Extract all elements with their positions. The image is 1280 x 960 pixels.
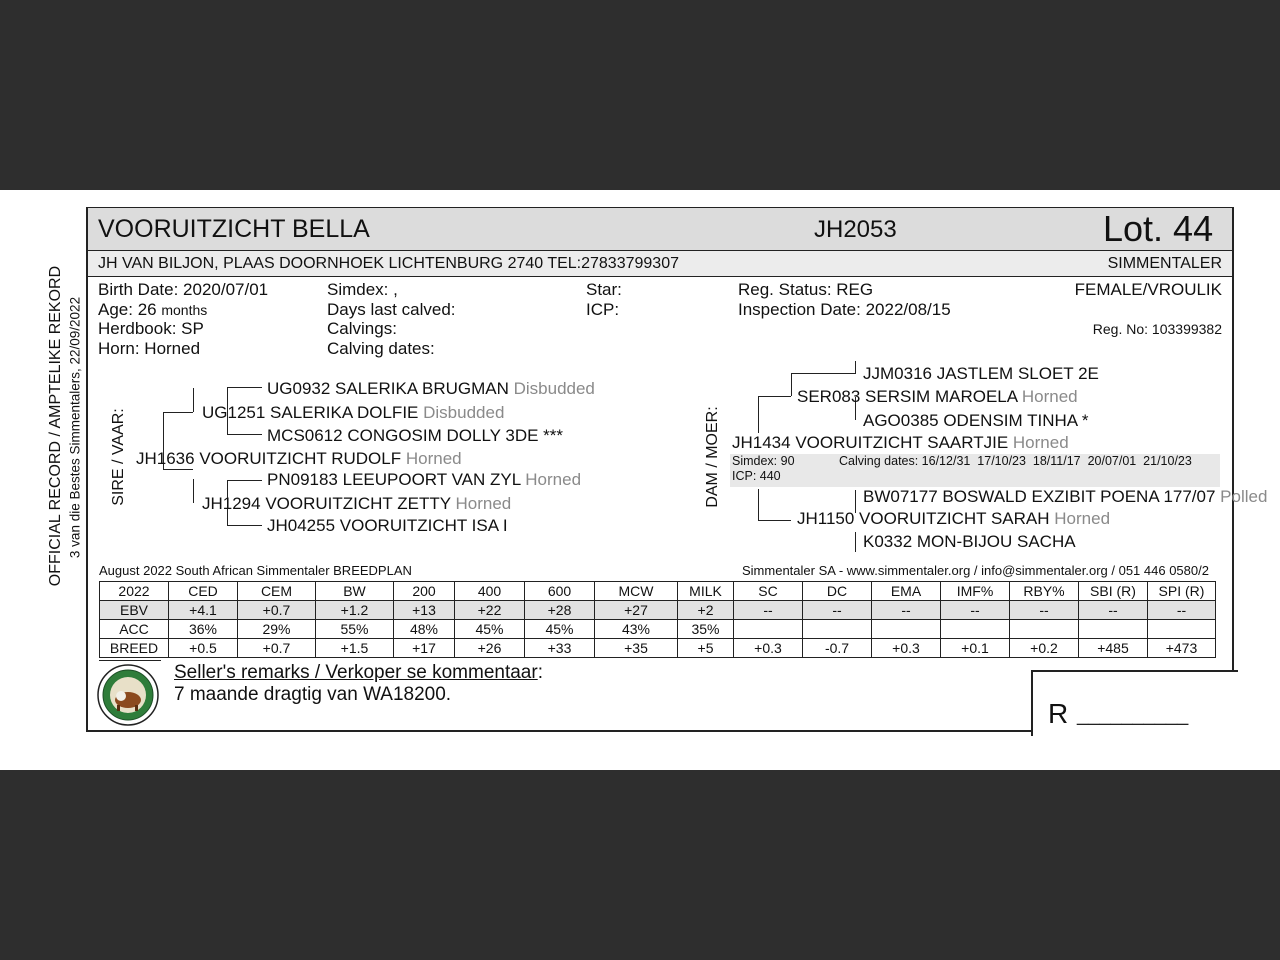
table-cell: +13 [394,601,455,620]
simdex: Simdex: , [327,280,398,299]
simmentaler-logo [97,664,159,726]
sale-date-label: 3 van die Bestes Simmentalers, 22/09/2022 [67,296,83,559]
dam-calving-dates: Calving dates: 16/12/31 17/10/23 18/11/17 20/07/01 21/10/23 [839,454,1192,468]
remarks-text: 7 maande dragtig van WA18200. [174,684,452,705]
table-header-cell: SPI (R) [1148,582,1216,601]
table-cell [734,620,803,639]
pedigree-horn: Horned [1012,433,1069,452]
sire [136,449,462,469]
pedigree-name: JH1294 VOORUITZICHT ZETTY [202,494,451,513]
table-header-cell: MCW [595,582,678,601]
breedplan-caption: August 2022 South African Simmentaler BREEDPLAN [99,563,412,578]
herdbook: Herdbook: SP [98,319,204,338]
pedigree-line [227,434,262,435]
pedigree-line [193,479,194,503]
table-header-cell: BW [316,582,394,601]
star: Star: [586,280,622,299]
table-header-cell: DC [803,582,872,601]
horn-status: Horn: Horned [98,339,201,358]
table-cell: 45% [455,620,525,639]
pedigree-name: PN09183 LEEUPOORT VAN ZYL [267,470,521,489]
pedigree-line [758,520,791,521]
table-cell: +22 [455,601,525,620]
table-cell: EBV [100,601,169,620]
table-header-cell: 200 [394,582,455,601]
days-last-calved: Days last calved: [327,300,456,319]
pedigree-line [227,525,262,526]
age-value: Age: 26 [98,300,157,319]
table-cell: -- [1148,601,1216,620]
pedigree-line [163,469,193,470]
pedigree-line [193,388,194,412]
dam-sire-sire [863,364,1099,384]
remarks-title [174,662,543,684]
sire-sire-dam [267,426,563,446]
table-cell: -- [1010,601,1079,620]
table-cell: +26 [455,639,525,658]
pedigree-name: AGO0385 ODENSIM TINHA * [863,411,1089,430]
table-cell: -- [872,601,941,620]
owner-details: JH VAN BILJON, PLAAS DOORNHOEK LICHTENBURG 2740 TEL:27833799307 [98,255,679,272]
table-cell: +0.7 [238,601,316,620]
table-cell: +0.3 [872,639,941,658]
pedigree-name: UG1251 SALERIKA DOLFIE [202,403,419,422]
price-currency: R [1048,698,1069,729]
breedplan-contact: Simmentaler SA - www.simmentaler.org / info@simmentaler.org / 051 446 0580/2 [742,563,1209,578]
animal-id: JH2053 [814,216,897,243]
acc-row [100,620,1216,639]
table-cell: 55% [316,620,394,639]
pedigree-line [227,480,262,481]
age-unit: months [161,302,208,318]
table-header-cell: 2022 [100,582,169,601]
pedigree-name: UG0932 SALERIKA BRUGMAN [267,379,509,398]
sire-side-label: SIRE / VAAR: [110,408,127,506]
ebv-row [100,601,1216,620]
inspection-date: Inspection Date: 2022/08/15 [738,300,951,319]
table-cell: +0.3 [734,639,803,658]
sire-sire [202,403,504,423]
pedigree-name: BW07177 BOSWALD EXZIBIT POENA 177/07 [863,487,1216,506]
dam-dam [797,509,1110,529]
table-cell: 48% [394,620,455,639]
birth-date: Birth Date: 2020/07/01 [98,280,269,299]
ebv-header-row [100,582,1216,601]
table-cell: +485 [1079,639,1148,658]
table-cell: 29% [238,620,316,639]
pedigree-line [855,361,856,374]
calving-dates: Calving dates: [327,339,435,358]
table-cell [803,620,872,639]
pedigree-horn: Horned [525,470,582,489]
pedigree-name: JH1636 VOORUITZICHT RUDOLF [136,449,402,468]
table-header-cell: SC [734,582,803,601]
pedigree-horn: Polled [1220,487,1268,506]
table-cell: -- [734,601,803,620]
pedigree-line [855,532,856,552]
auction-sheet [0,190,1280,770]
sex: FEMALE/VROULIK [1074,280,1222,299]
official-record-label: OFFICIAL RECORD / AMPTELIKE REKORD [47,265,64,587]
table-cell: ACC [100,620,169,639]
pedigree-horn: Disbudded [423,403,505,422]
table-header-cell: SBI (R) [1079,582,1148,601]
pedigree-line [758,396,791,397]
lot-number: Lot. 44 [1103,208,1214,249]
dam-dam-sire [863,487,1267,507]
table-cell [1148,620,1216,639]
table-header-cell: EMA [872,582,941,601]
dam-sire-dam [863,411,1088,431]
pedigree-name: JH1150 VOORUITZICHT SARAH [797,509,1050,528]
table-cell: -- [803,601,872,620]
table-cell: BREED [100,639,169,658]
pedigree-line [791,373,855,374]
pedigree-name: JH1434 VOORUITZICHT SAARTJIE [732,433,1009,452]
table-cell: 45% [525,620,595,639]
pedigree-name: JH04255 VOORUITZICHT ISA I [267,516,508,535]
table-cell: +28 [525,601,595,620]
table-cell: +1.5 [316,639,394,658]
table-cell: -- [1079,601,1148,620]
table-cell: +0.7 [238,639,316,658]
pedigree-horn: Horned [1054,509,1111,528]
pedigree-horn: Disbudded [513,379,595,398]
table-cell [941,620,1010,639]
table-header-cell: 600 [525,582,595,601]
table-cell [872,620,941,639]
breed-row [100,639,1216,658]
dam-sire [797,387,1078,407]
pedigree-line [791,373,792,396]
table-header-cell: CEM [238,582,316,601]
table-cell [1079,620,1148,639]
ebv-table [99,581,1216,658]
pedigree-line [227,387,262,388]
table-cell: +0.2 [1010,639,1079,658]
pedigree-horn: Horned [405,449,462,468]
table-cell: -0.7 [803,639,872,658]
price-input[interactable]: __________ [1077,704,1189,726]
table-cell: +17 [394,639,455,658]
table-header-cell: RBY% [1010,582,1079,601]
table-cell: -- [941,601,1010,620]
table-cell: +5 [678,639,734,658]
dam [732,433,1069,453]
table-cell [1010,620,1079,639]
remarks-colon: : [537,662,543,683]
reg-number: Reg. No: 103399382 [1092,321,1222,337]
table-cell: +0.5 [169,639,238,658]
breed-name: SIMMENTALER [1107,255,1222,272]
table-header-cell: IMF% [941,582,1010,601]
pedigree-horn: Horned [455,494,512,513]
animal-name: VOORUITZICHT BELLA [98,215,370,243]
pedigree-line [758,396,759,433]
pedigree-name: K0332 MON-BIJOU SACHA [863,532,1076,551]
table-cell: +33 [525,639,595,658]
table-cell: +0.1 [941,639,1010,658]
remarks-title-text: Seller's remarks / Verkoper se kommentaar [174,662,538,683]
table-cell: +27 [595,601,678,620]
age [98,300,207,320]
sire-sire-sire [267,379,595,399]
table-cell: 36% [169,620,238,639]
table-cell: 43% [595,620,678,639]
table-cell: +35 [595,639,678,658]
dam-simdex: Simdex: 90 [732,454,795,468]
table-cell: +4.1 [169,601,238,620]
pedigree-horn: Horned [1021,387,1078,406]
dam-side-label: DAM / MOER: [704,406,721,508]
divider [99,660,161,661]
sire-dam [202,494,511,514]
pedigree-line [758,489,759,520]
pedigree-name: JJM0316 JASTLEM SLOET 2E [863,364,1099,383]
table-cell: +1.2 [316,601,394,620]
sire-dam-dam [267,516,508,536]
table-cell: +2 [678,601,734,620]
table-header-cell: CED [169,582,238,601]
pedigree-name: MCS0612 CONGOSIM DOLLY 3DE *** [267,426,564,445]
calvings: Calvings: [327,319,397,338]
dam-icp: ICP: 440 [732,469,781,483]
dam-dam-dam [863,532,1076,552]
table-header-cell: 400 [455,582,525,601]
icp: ICP: [586,300,620,319]
reg-status: Reg. Status: REG [738,280,874,299]
table-cell: 35% [678,620,734,639]
table-cell: +473 [1148,639,1216,658]
pedigree-line [163,412,193,413]
table-header-cell: MILK [678,582,734,601]
sire-dam-sire [267,470,581,490]
pedigree-name: SER083 SERSIM MAROELA [797,387,1018,406]
